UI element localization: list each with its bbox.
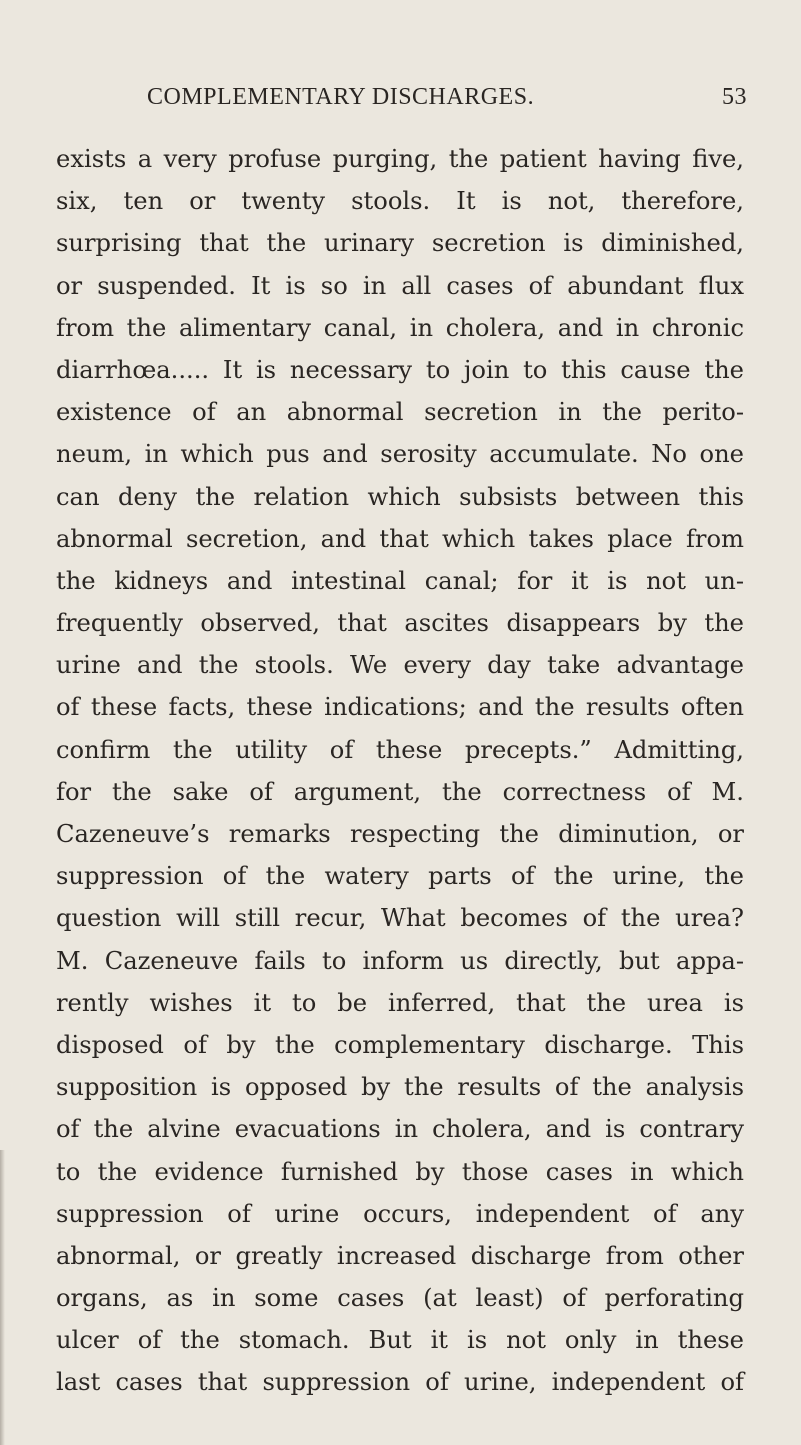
text-line: surprising that the urinary secretion is diminished, bbox=[56, 229, 744, 258]
text-line: abnormal secretion, and that which takes place from bbox=[56, 524, 744, 553]
text-line: the kidneys and intestinal canal; for it is not un- bbox=[56, 566, 744, 595]
text-line: last cases that suppression of urine, independent of bbox=[56, 1368, 744, 1397]
text-line: confirm the utility of these precepts.” Admitting, bbox=[56, 735, 744, 764]
body-text bbox=[56, 138, 744, 1404]
running-title: COMPLEMENTARY DISCHARGES. bbox=[147, 84, 535, 110]
text-line: neum, in which pus and serosity accumulate. No one bbox=[56, 440, 744, 469]
text-line: supposition is opposed by the results of the analysis bbox=[56, 1073, 744, 1102]
text-line: suppression of the watery parts of the urine, the bbox=[56, 862, 744, 891]
text-line: question will still recur, What becomes of the urea? bbox=[56, 904, 744, 933]
text-line: for the sake of argument, the correctness of M. bbox=[56, 777, 744, 806]
text-line: M. Cazeneuve fails to inform us directly, but appa- bbox=[56, 946, 744, 975]
text-line: six, ten or twenty stools. It is not, therefore, bbox=[56, 187, 744, 216]
page-edge-shadow bbox=[0, 1150, 5, 1445]
text-line: organs, as in some cases (at least) of perforating bbox=[56, 1284, 744, 1313]
text-line: Cazeneuve’s remarks respecting the diminution, or bbox=[56, 820, 744, 848]
text-line: from the alimentary canal, in cholera, and in chronic bbox=[56, 313, 744, 342]
text-line: abnormal, or greatly increased discharge from other bbox=[56, 1241, 744, 1270]
text-line: of the alvine evacuations in cholera, and is contrary bbox=[56, 1115, 744, 1144]
text-line: diarrhœa..... It is necessary to join to this cause the bbox=[56, 355, 744, 384]
text-line: rently wishes it to be inferred, that the urea is bbox=[56, 988, 744, 1017]
page-number: 53 bbox=[722, 84, 747, 110]
text-line: urine and the stools. We every day take advantage bbox=[56, 651, 744, 680]
text-line: ulcer of the stomach. But it is not only in these bbox=[56, 1326, 744, 1355]
text-line: or suspended. It is so in all cases of abundant flux bbox=[56, 271, 744, 300]
text-line: of these facts, these indications; and the results often bbox=[56, 693, 744, 722]
running-head bbox=[0, 84, 801, 114]
text-line: exists a very profuse purging, the patient having five, bbox=[56, 145, 744, 173]
text-line: frequently observed, that ascites disappears by the bbox=[56, 609, 744, 638]
text-line: suppression of urine occurs, independent of any bbox=[56, 1199, 744, 1228]
text-line: existence of an abnormal secretion in the perito- bbox=[56, 398, 744, 427]
text-line: disposed of by the complementary discharge. This bbox=[56, 1030, 744, 1059]
text-line: can deny the relation which subsists between this bbox=[56, 482, 744, 511]
text-line: to the evidence furnished by those cases in which bbox=[56, 1157, 744, 1186]
